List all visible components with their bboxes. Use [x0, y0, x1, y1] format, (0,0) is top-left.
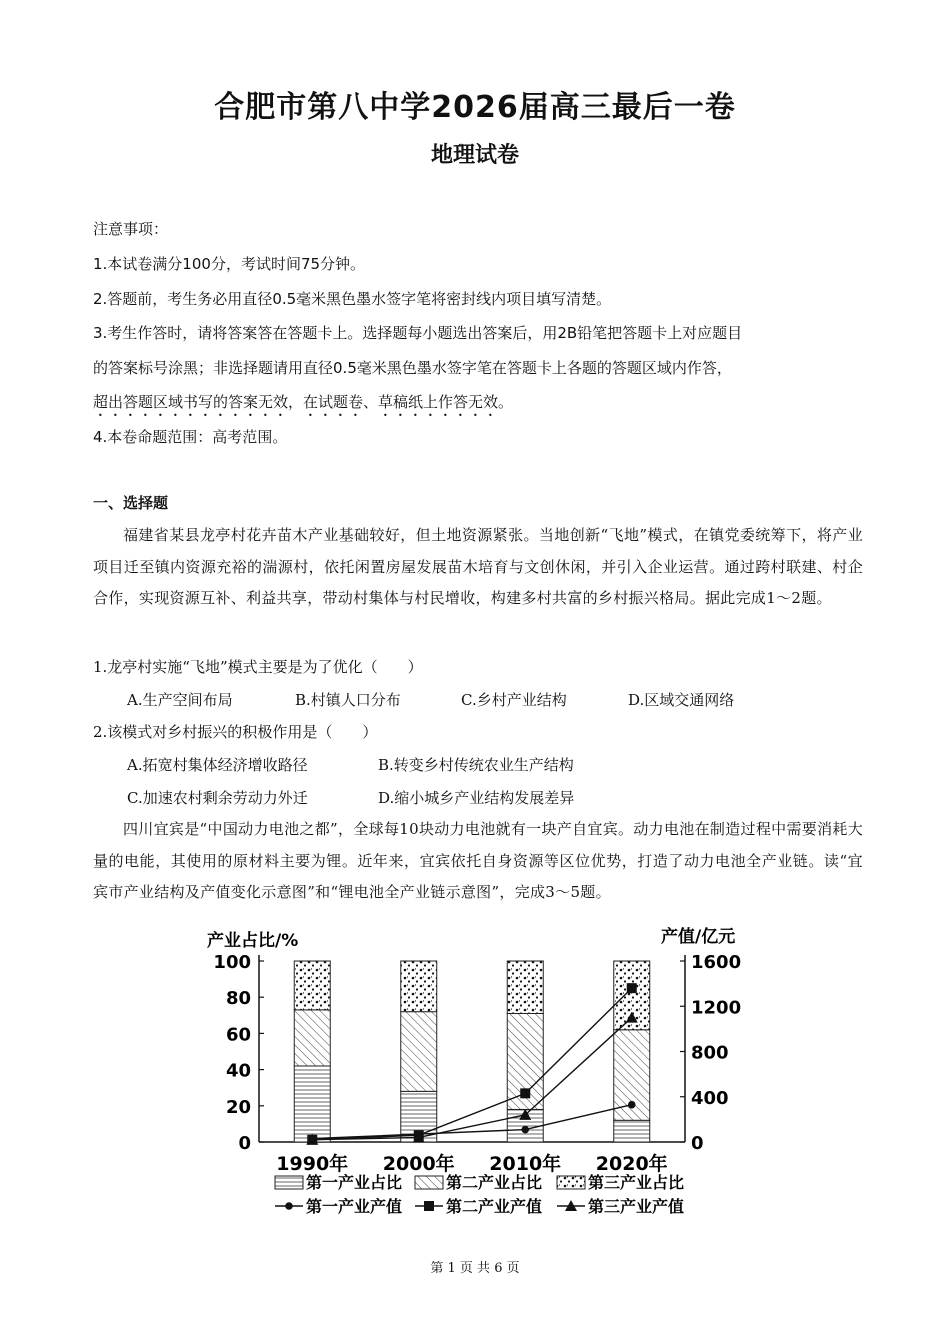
notice-item-1: 1.本试卷满分100分，考试时间75分钟。	[93, 255, 366, 273]
legend-label: 第一产业产值	[306, 1197, 403, 1216]
page-subtitle: 地理试卷	[430, 143, 519, 168]
question-2-option-c: C.加速农村剩余劳动力外迁	[127, 789, 308, 807]
secondary-output-line	[312, 988, 632, 1140]
secondary-output-point	[627, 983, 637, 993]
passage-1: 福建省某县龙亭村花卉苗木产业基础较好，但土地资源紧张。当地创新“飞地”模式，在镇党委统筹下，将产业项目迁至镇内资源充裕的湍源村，依托闲置房屋发展苗木培育与文创休闲，并引入企业运营。通过跨村联建、村企合作，实现资源互补、利益共享，带动村集体与村民增收，构建多村共富的乡村振兴格局。据此完成1～2题。	[93, 526, 863, 607]
question-2-stem: 2.该模式对乡村振兴的积极作用是（ ）	[93, 723, 378, 741]
legend-label: 第二产业产值	[446, 1197, 543, 1216]
question-1-option-c: C.乡村产业结构	[461, 691, 567, 709]
notice-item-4: 4.本卷命题范围：高考范围。	[93, 428, 288, 446]
notice-item-2: 2.答题前，考生务必用直径0.5毫米黑色墨水签字笔将密封线内项目填写清楚。	[93, 290, 612, 308]
left-tick-label: 20	[225, 1096, 251, 1118]
page-title: 合肥市第八中学2026届高三最后一卷	[214, 90, 736, 125]
legend-label: 第二产业占比	[446, 1173, 543, 1192]
right-tick-label: 1200	[691, 997, 742, 1019]
emphasized-text: 在试题卷、草稿纸上作答无效	[303, 393, 499, 411]
secondary-output-point	[520, 1088, 530, 1098]
x-tick-label: 1990年	[276, 1153, 349, 1175]
legend-marker	[285, 1202, 293, 1210]
tertiary-share-bar	[401, 961, 437, 1012]
x-tick-label: 2020年	[595, 1153, 668, 1175]
legend-swatch	[415, 1176, 443, 1189]
page-footer: 第 1 页 共 6 页	[430, 1261, 520, 1276]
legend-label: 第一产业占比	[306, 1173, 403, 1192]
question-2-option-b: B.转变乡村传统农业生产结构	[378, 756, 574, 774]
right-tick-label: 800	[691, 1042, 729, 1064]
legend-label: 第三产业占比	[588, 1173, 685, 1192]
left-tick-label: 0	[238, 1133, 251, 1154]
x-tick-label: 2000年	[382, 1153, 455, 1175]
question-1-option-d: D.区域交通网络	[628, 691, 735, 709]
primary-output-point	[628, 1101, 636, 1109]
legend-marker	[424, 1201, 434, 1211]
left-tick-label: 80	[225, 988, 251, 1010]
question-2-option-d: D.缩小城乡产业结构发展差异	[378, 789, 575, 807]
secondary-share-bar	[294, 1010, 330, 1066]
right-tick-label: 1600	[691, 952, 742, 973]
industry-structure-chart	[195, 920, 742, 1230]
period: 。	[498, 393, 514, 411]
tertiary-share-bar	[507, 961, 543, 1013]
legend-label: 第三产业产值	[588, 1197, 685, 1216]
primary-share-bar	[294, 1066, 330, 1142]
primary-share-bar	[614, 1120, 650, 1142]
question-1-option-a: A.生产空间布局	[127, 691, 233, 709]
emphasized-text: 超出答题区域书写的答案无效	[93, 393, 289, 411]
left-tick-label: 40	[225, 1060, 251, 1082]
legend-swatch	[557, 1176, 585, 1189]
secondary-share-bar	[401, 1012, 437, 1092]
notice-item-3-line-3	[93, 391, 863, 420]
notice-heading: 注意事项：	[93, 220, 169, 238]
right-tick-label: 400	[691, 1087, 729, 1109]
x-tick-label: 2010年	[489, 1153, 562, 1175]
comma: ，	[288, 393, 304, 411]
left-tick-label: 60	[225, 1024, 251, 1046]
notice-item-3-line-1: 3.考生作答时，请将答案答在答题卡上。选择题每小题选出答案后，用2B铅笔把答题卡上对应题目	[93, 324, 743, 342]
passage-2: 四川宜宾是“中国动力电池之都”，全球每10块动力电池就有一块产自宜宾。动力电池在制造过程中需要消耗大量的电能，其使用的原材料主要为锂。近年来，宜宾依托自身资源等区位优势，打造了动力电池全产业链。读“宜宾市产业结构及产值变化示意图”和“锂电池全产业链示意图”，完成3～5题。	[93, 820, 863, 901]
question-1-stem: 1.龙亭村实施“飞地”模式主要是为了优化（ ）	[93, 658, 423, 676]
primary-output-line	[312, 1105, 632, 1139]
question-1-option-b: B.村镇人口分布	[295, 691, 401, 709]
right-tick-label: 0	[691, 1133, 704, 1154]
question-2-option-a: A.拓宽村集体经济增收路径	[127, 756, 308, 774]
primary-output-point	[521, 1126, 529, 1134]
tertiary-share-bar	[294, 961, 330, 1010]
right-axis-title: 产值/亿元	[661, 927, 736, 947]
legend-swatch	[275, 1176, 303, 1189]
left-axis-title: 产业占比/%	[207, 931, 299, 951]
notice-item-3-line-2: 的答案标号涂黑；非选择题请用直径0.5毫米黑色墨水签字笔在答题卡上各题的答题区域内作答，	[93, 359, 732, 377]
section-heading: 一、选择题	[93, 494, 169, 512]
left-tick-label: 100	[213, 952, 251, 973]
